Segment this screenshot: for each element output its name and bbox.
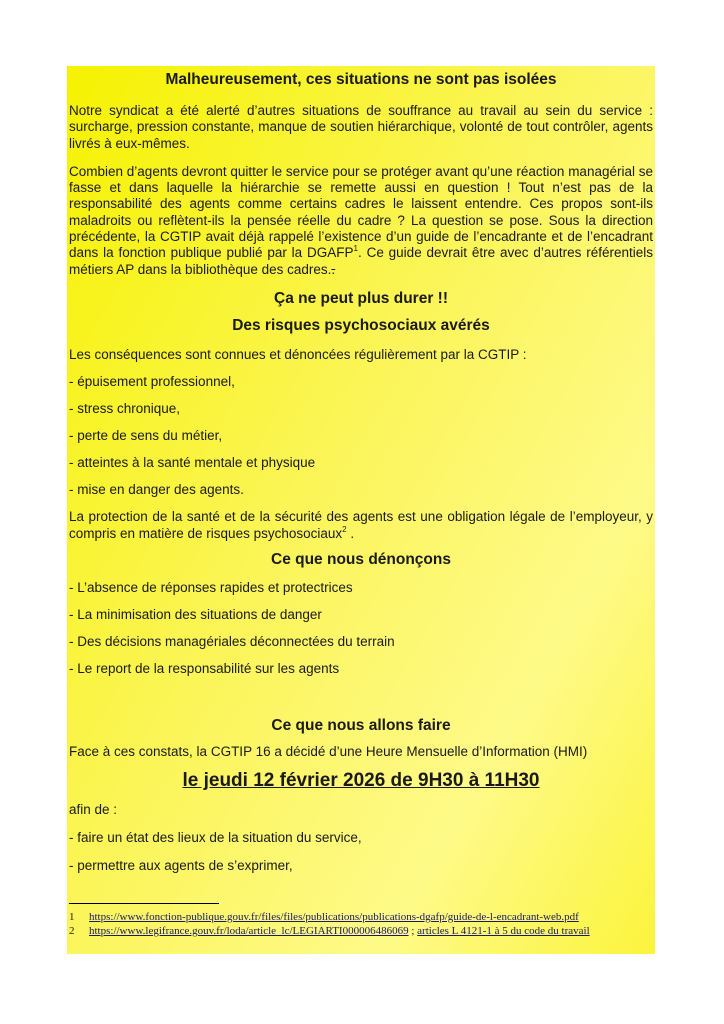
- section-title-isolees: Malheureusement, ces situations ne sont pas isolées: [165, 71, 557, 88]
- footnote-1-link[interactable]: https://www.fonction-publique.gouv.fr/files/files/publications/publications-dgafp/guide-de-l-encadrant-web.pdf: [89, 911, 579, 923]
- list-item: - stress chronique,: [69, 401, 181, 417]
- footnote-separator: [69, 903, 219, 904]
- footnote-ref-2[interactable]: 2: [342, 524, 347, 534]
- section-title-denoncons: Ce que nous dénonçons: [271, 550, 451, 568]
- list-item: - L’absence de réponses rapides et protectrices: [69, 579, 353, 595]
- document-page: [67, 66, 655, 954]
- paragraph-consequences: Les conséquences sont connues et dénoncées régulièrement par la CGTIP :: [69, 346, 527, 362]
- list-item: - perte de sens du métier,: [69, 428, 223, 444]
- list-item: - permettre aux agents de s’exprimer,: [69, 858, 293, 874]
- list-item: - mise en danger des agents.: [69, 482, 244, 498]
- list-item: - Des décisions managériales déconnectées du terrain: [69, 633, 395, 649]
- paragraph-combien: Combien d’agents devront quitter le service pour se protéger avant qu’une réaction managérial se fasse et dans laquelle la hiérarchie se remette aussi en question ! Tout n’est pas de la responsabilité des agents comme certains cadres le laissent entendre. Ces propos sont-ils maladroits ou reflètent-ils la pensée réelle du cadre ? La question se pose. Sous la direction précédente, la CGTIP avait déjà rappelé l’existence d’un guide de l’encadrante et de l’encadrant dans la fonction publique publié par la DGAFP$^1$. Ce guide devrait être avec d’autres référentiels métiers AP dans la bibliothèque des cadres..: [69, 163, 653, 277]
- list-item: - Le report de la responsabilité sur les agents: [69, 660, 340, 676]
- paragraph-protection: La protection de la santé et de la sécurité des agents est une obligation légale de l’employeur, y compris en matière de risques psychosociaux$^2$ .: [69, 509, 653, 541]
- list-item: - atteintes à la santé mentale et physique: [69, 455, 316, 471]
- paragraph-afin: afin de :: [69, 802, 118, 818]
- list-item: - épuisement professionnel,: [69, 374, 235, 390]
- meeting-date: le jeudi 12 février 2026 de 9H30 à 11H30: [182, 770, 540, 792]
- section-title-durer: Ça ne peut plus durer !!: [274, 289, 448, 307]
- section-title-risques: Des risques psychosociaux avérés: [232, 316, 490, 334]
- section-title-allons-faire: Ce que nous allons faire: [271, 716, 451, 734]
- footnote-ref-1[interactable]: 1: [353, 244, 358, 254]
- footnote-2: 2 https://www.legifrance.gouv.fr/loda/article_lc/LEGIARTI000006486069 ; articles L 4121-1 à 5 du code du travail: [69, 925, 590, 937]
- paragraph-alerte: Notre syndicat a été alerté d’autres situations de souffrance au travail au sein du service : surcharge, pression constante, manque de soutien hiérarchique, volonté de tout contrôler, agents livrés à eux-mêmes.: [69, 103, 653, 151]
- footnote-2-link[interactable]: https://www.legifrance.gouv.fr/loda/article_lc/LEGIARTI000006486069: [89, 925, 409, 937]
- footnote-1: 1 https://www.fonction-publique.gouv.fr/files/files/publications/publications-dgafp/guide-de-l-encadrant-web.pdf: [69, 911, 579, 923]
- footnote-2-code-travail-link[interactable]: articles L 4121-1 à 5 du code du travail: [417, 925, 590, 937]
- list-item: - faire un état des lieux de la situation du service,: [69, 830, 362, 846]
- paragraph-hmi: Face à ces constats, la CGTIP 16 a décidé d’une Heure Mensuelle d’Information (HMI): [69, 743, 588, 759]
- list-item: - La minimisation des situations de danger: [69, 606, 322, 622]
